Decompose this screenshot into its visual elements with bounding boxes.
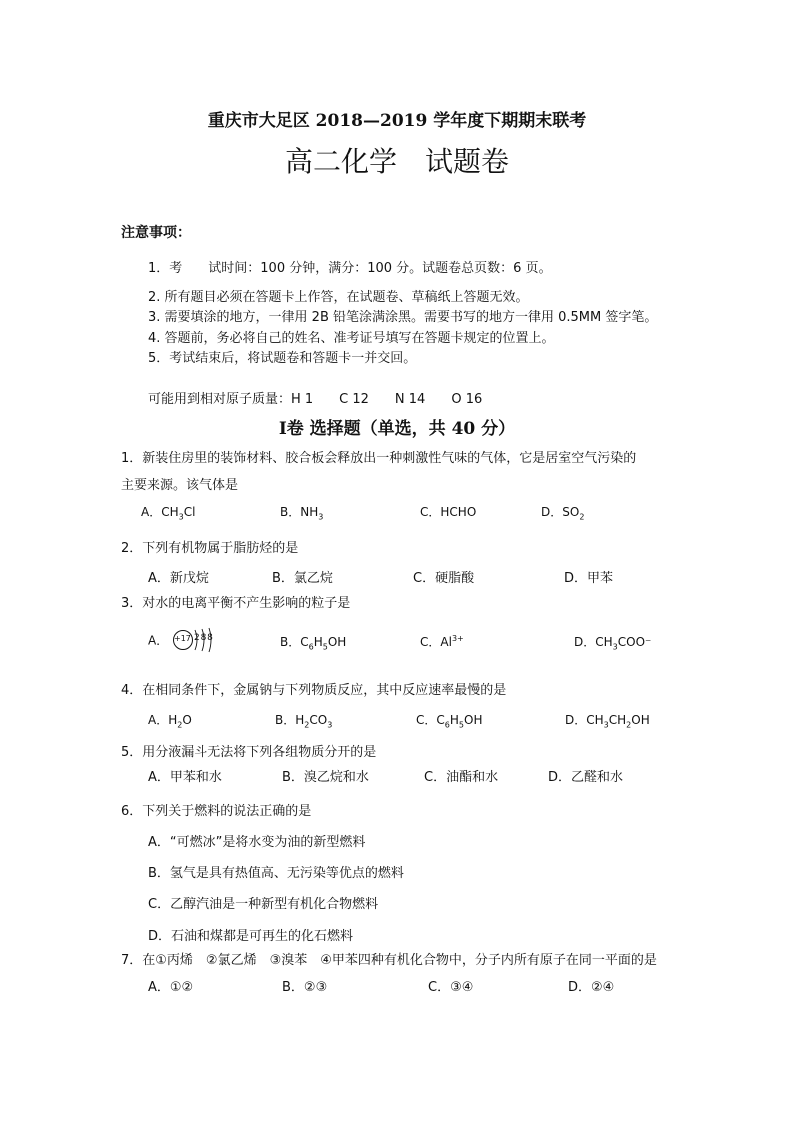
question-2-option-d: D．甲苯 xyxy=(564,571,614,586)
question-4-option-d: D．$CH_3CH_2OH$ xyxy=(565,713,650,730)
question-2-stem: 2．下列有机物属于脂肪烃的是 xyxy=(121,541,299,556)
atom-nucleus-label: +17 xyxy=(174,634,191,643)
question-6-option-b: B．氢气是具有热值高、无污染等优点的燃料 xyxy=(148,866,404,881)
atomic-mass-line: 可能用到相对原子质量：H 1 C 12 N 14 O 16 xyxy=(148,392,483,407)
question-1-option-a: A．$CH_3Cl$ xyxy=(141,505,196,522)
question-1-stem: 1．新装住房里的装饰材料、胶合板会释放出一种刺激性气味的气体，它是居室空气污染的 xyxy=(121,451,637,466)
question-5-option-d: D．乙醛和水 xyxy=(548,770,624,785)
exam-header-title: 重庆市大足区 2018—2019 学年度下期期末联考 xyxy=(207,111,587,131)
question-3-option-c: C．$Al^{3+}$ xyxy=(420,634,464,649)
question-2-option-b: B．氯乙烷 xyxy=(272,571,333,586)
notes-heading: 注意事项： xyxy=(121,225,191,241)
question-5-option-c: C．油酯和水 xyxy=(424,770,499,785)
question-5-option-b: B．溴乙烷和水 xyxy=(282,770,369,785)
question-1-option-b: B．$NH_3$ xyxy=(280,505,324,522)
note-item: 2. 所有题目必须在答题卡上作答，在试题卷、草稿纸上答题无效。 xyxy=(148,290,529,305)
question-3-stem: 3．对水的电离平衡不产生影响的粒子是 xyxy=(121,596,351,611)
note-item: 3. 需要填涂的地方，一律用 2B 铅笔涂满涂黑。需要书写的地方一律用 0.5MM 签字笔。 xyxy=(148,310,658,325)
note-item: 1．考 试时间：100 分钟，满分：100 分。试题卷总页数：6 页。 xyxy=(148,261,552,276)
question-7-option-d: D．②④ xyxy=(568,980,615,995)
question-1-stem-cont: 主要来源。该气体是 xyxy=(121,478,239,493)
question-4-option-c: C．$C_6H_5OH$ xyxy=(416,713,483,730)
question-5-option-a: A．甲苯和水 xyxy=(148,770,222,785)
question-7-stem: 7．在①丙烯 ②氯乙烯 ③溴苯 ④甲苯四种有机化合物中，分子内所有原子在同一平面的是 xyxy=(121,953,657,968)
question-6-option-c: C．乙醇汽油是一种新型有机化合物燃料 xyxy=(148,897,379,912)
question-6-stem: 6．下列关于燃料的说法正确的是 xyxy=(121,804,312,819)
question-2-option-a: A．新戊烷 xyxy=(148,571,209,586)
atom-shell-electrons: 2 8 8 xyxy=(194,633,212,643)
question-1-option-c: C．HCHO xyxy=(420,505,477,519)
question-7-option-a: A．①② xyxy=(148,980,194,995)
question-4-option-b: B．$H_2CO_3$ xyxy=(275,713,333,730)
question-6-option-d: D．石油和煤都是可再生的化石燃料 xyxy=(148,929,354,944)
question-6-option-a: A．“可燃冰”是将水变为油的新型燃料 xyxy=(148,835,366,850)
question-4-option-a: A．$H_2O$ xyxy=(148,713,192,730)
note-item: 5．考试结束后，将试题卷和答题卡一并交回。 xyxy=(148,351,417,366)
question-7-option-c: C．③④ xyxy=(428,980,474,995)
section-title: Ⅰ卷 选择题（单选，共 40 分） xyxy=(278,419,516,439)
question-4-stem: 4．在相同条件下，金属钠与下列物质反应，其中反应速率最慢的是 xyxy=(121,683,507,698)
question-3-option-d: D．$CH_3COO^-$ xyxy=(574,635,652,652)
question-5-stem: 5．用分液漏斗无法将下列各组物质分开的是 xyxy=(121,745,377,760)
question-2-option-c: C．硬脂酸 xyxy=(413,571,475,586)
exam-subject-title: 高二化学 试题卷 xyxy=(284,145,509,178)
question-3-option-b: B．$C_6H_5OH$ xyxy=(280,635,347,652)
question-3-option-a: A． xyxy=(148,624,220,656)
question-7-option-b: B．②③ xyxy=(282,980,328,995)
note-item: 4. 答题前，务必将自己的姓名、准考证号填写在答题卡规定的位置上。 xyxy=(148,331,555,346)
question-1-option-d: D．$SO_2$ xyxy=(541,505,585,522)
